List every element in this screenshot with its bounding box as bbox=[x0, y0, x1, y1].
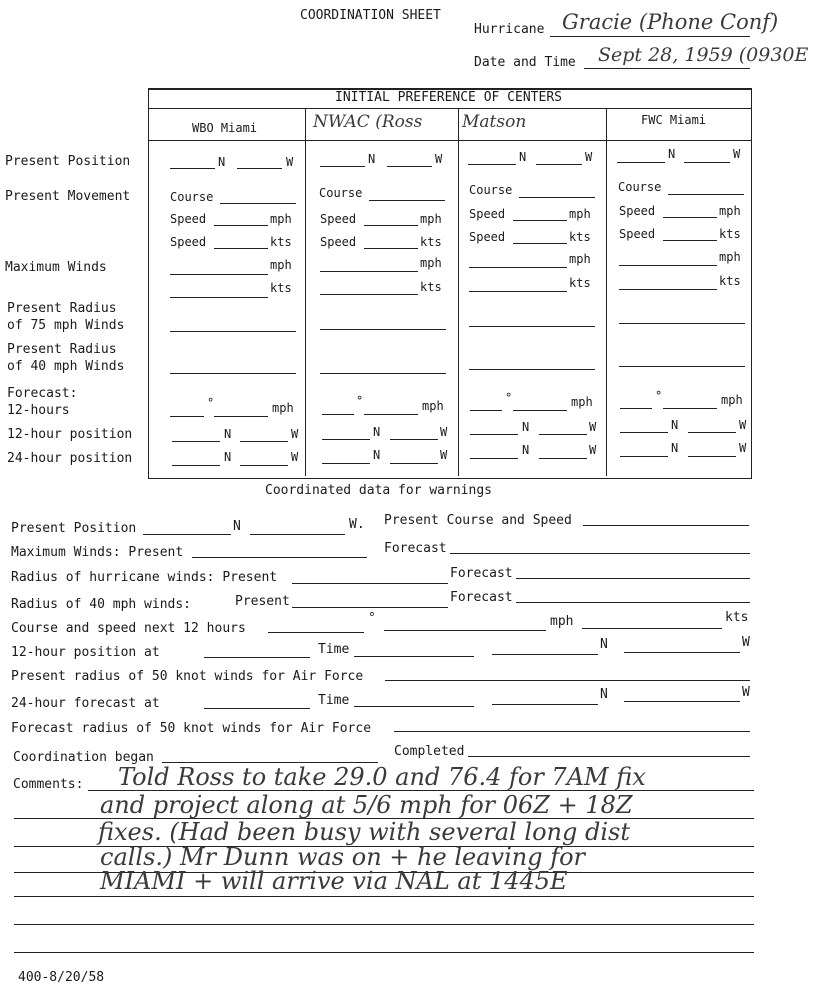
comment-line-1: Told Ross to take 29.0 and 76.4 for 7AM fix bbox=[118, 763, 646, 791]
cd-max-winds: Maximum Winds: Present bbox=[11, 545, 184, 560]
hurricane-value: Gracie (Phone Conf) bbox=[562, 10, 779, 34]
table-title-rule bbox=[148, 108, 752, 109]
comment-line-5: MIAMI + will arrive via NAL at 1445E bbox=[100, 867, 568, 895]
cd-coordination-began: Coordination began bbox=[13, 750, 154, 765]
label-radius75-a: Present Radius bbox=[7, 301, 117, 316]
col-header-wbo: WBO Miami bbox=[192, 121, 258, 135]
cd-course-speed-12: Course and speed next 12 hours bbox=[11, 621, 246, 636]
label-forecast-a: Forecast: bbox=[7, 386, 78, 401]
comment-line-2: and project along at 5/6 mph for 06Z + 18Z bbox=[100, 791, 633, 819]
cd-present-course-speed: Present Course and Speed bbox=[384, 513, 572, 528]
table-header-rule bbox=[148, 140, 752, 141]
comment-line-4: calls.) Mr Dunn was on + he leaving for bbox=[100, 843, 585, 871]
cd-radius-40: Radius of 40 mph winds: bbox=[11, 597, 192, 612]
label-present-movement: Present Movement bbox=[5, 189, 131, 204]
col-header-nwac: NWAC (Ross bbox=[313, 112, 423, 132]
label-maximum-winds: Maximum Winds bbox=[5, 260, 107, 275]
cd-present-position: Present Position bbox=[11, 521, 137, 536]
label-pos24: 24-hour position bbox=[7, 451, 133, 466]
cd-radius-hurricane: Radius of hurricane winds: Present bbox=[11, 570, 278, 585]
col-divider-1 bbox=[305, 108, 306, 476]
col-divider-2 bbox=[458, 108, 459, 476]
page-title: COORDINATION SHEET bbox=[300, 8, 441, 23]
label-present-position: Present Position bbox=[5, 154, 131, 169]
preference-table bbox=[148, 88, 752, 479]
cd-radius50-af: Present radius of 50 knot winds for Air Force bbox=[11, 669, 364, 684]
cd-forecast24-at: 24-hour forecast at bbox=[11, 696, 160, 711]
datetime-label: Date and Time bbox=[474, 55, 576, 70]
label-forecast-b: 12-hours bbox=[7, 403, 70, 418]
datetime-underline bbox=[584, 68, 750, 69]
coordinated-title: Coordinated data for warnings bbox=[265, 483, 492, 498]
label-pos12: 12-hour position bbox=[7, 427, 133, 442]
col-header-matson: Matson bbox=[462, 112, 527, 132]
label-radius40-b: of 40 mph Winds bbox=[7, 359, 125, 374]
cd-comments-label: Comments: bbox=[13, 777, 84, 792]
col-divider-3 bbox=[606, 108, 607, 476]
form-id: 400-8/20/58 bbox=[18, 970, 105, 985]
label-radius75-b: of 75 mph Winds bbox=[7, 318, 125, 333]
hurricane-label: Hurricane bbox=[474, 22, 545, 37]
cd-pos12-at: 12-hour position at bbox=[11, 645, 160, 660]
table-title: INITIAL PREFERENCE OF CENTERS bbox=[335, 90, 562, 105]
datetime-value: Sept 28, 1959 (0930E bbox=[598, 44, 809, 66]
label-radius40-a: Present Radius bbox=[7, 342, 117, 357]
col-header-fwc: FWC Miami bbox=[641, 113, 707, 127]
cd-forecast-radius50-af: Forecast radius of 50 knot winds for Air Force bbox=[11, 721, 372, 736]
hurricane-underline bbox=[550, 36, 750, 37]
comment-line-3: fixes. (Had been busy with several long dist bbox=[98, 818, 630, 846]
